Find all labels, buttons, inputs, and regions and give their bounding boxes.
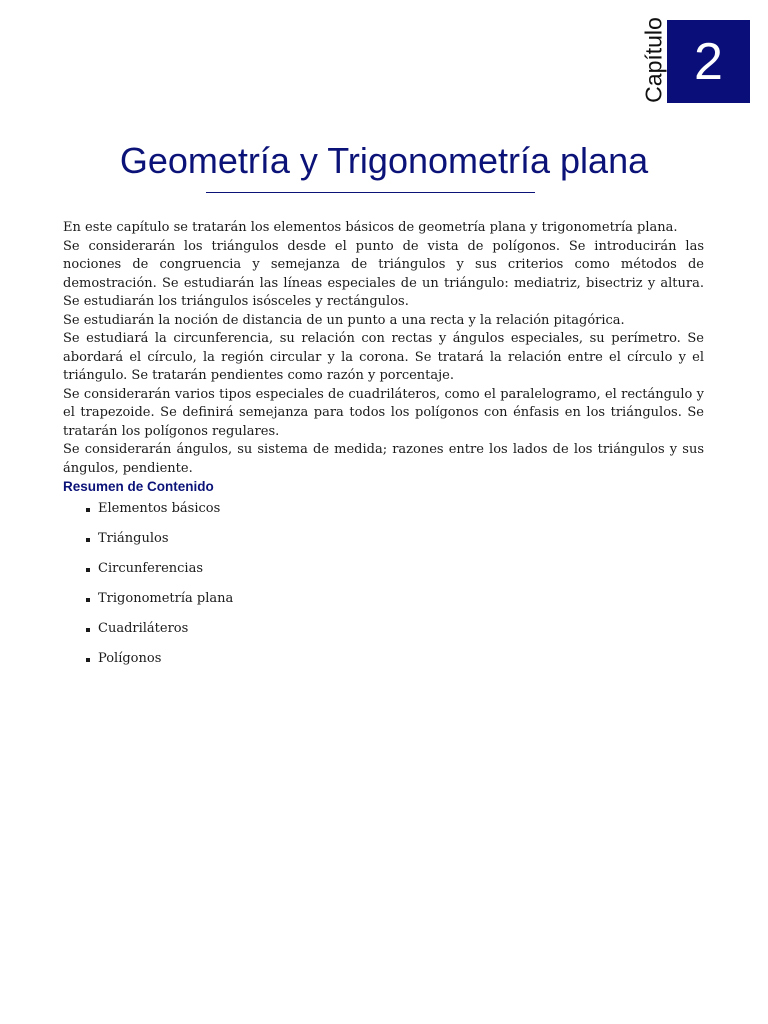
summary-list-item [86,500,233,530]
summary-list-item [86,620,233,650]
summary-item-label: Elementos básicos [98,501,221,516]
intro-paragraph: Se considerarán los triángulos desde el punto de vista de polígonos. Se introducirán las nociones de congruencia y semejanza de triángulos y sus criterios como métodos de demostración. Se estudiarán las líneas especiales de un triángulo: mediatriz, bisectriz y altura. Se estudiarán los triángulos isósceles y rectángulos. [63,238,704,309]
intro-paragraph: Se considerarán varios tipos especiales de cuadriláteros, como el paralelogramo, el rectángulo y el trapezoide. Se definirá semejanza para todos los polígonos con énfasis en los triángulos. Se tratarán los polígonos regulares. [63,386,704,439]
intro-paragraph: En este capítulo se tratarán los elementos básicos de geometría plana y trigonometría plana. [63,220,678,235]
intro-paragraph: Se estudiará la circunferencia, su relación con rectas y ángulos especiales, su perímetro. Se abordará el círculo, la región circular y la corona. Se tratará la relación entre el círculo y el triángulo. Se tratarán pendientes como razón y porcentaje. [63,331,704,383]
summary-list [86,500,233,680]
square-bullet-icon [86,628,90,632]
summary-list-item [86,650,233,680]
summary-list-item [86,590,233,620]
square-bullet-icon [86,598,90,602]
intro-paragraph: Se considerarán ángulos, su sistema de medida; razones entre los lados de los triángulos y sus ángulos, pendiente. [63,442,704,476]
chapter-number-box [667,20,750,103]
summary-item-label: Circunferencias [98,561,203,576]
intro-paragraph: Se estudiarán la noción de distancia de un punto a una recta y la relación pitagórica. [63,312,625,328]
summary-item-label: Polígonos [98,651,162,666]
summary-list-item [86,530,233,560]
title-underline [206,192,535,193]
summary-item-label: Triángulos [98,531,169,546]
square-bullet-icon [86,538,90,542]
summary-list-item [86,560,233,590]
chapter-label: Capítulo [640,17,667,103]
chapter-number: 2 [694,32,723,91]
square-bullet-icon [86,658,90,662]
square-bullet-icon [86,568,90,572]
intro-text [63,219,704,478]
chapter-tab [640,14,750,106]
square-bullet-icon [86,508,90,512]
summary-item-label: Cuadriláteros [98,621,189,636]
summary-item-label: Trigonometría plana [98,591,234,606]
summary-heading: Resumen de Contenido [63,479,214,494]
page-title: Geometría y Trigonometría plana [119,140,649,181]
chapter-label-container [642,14,666,106]
